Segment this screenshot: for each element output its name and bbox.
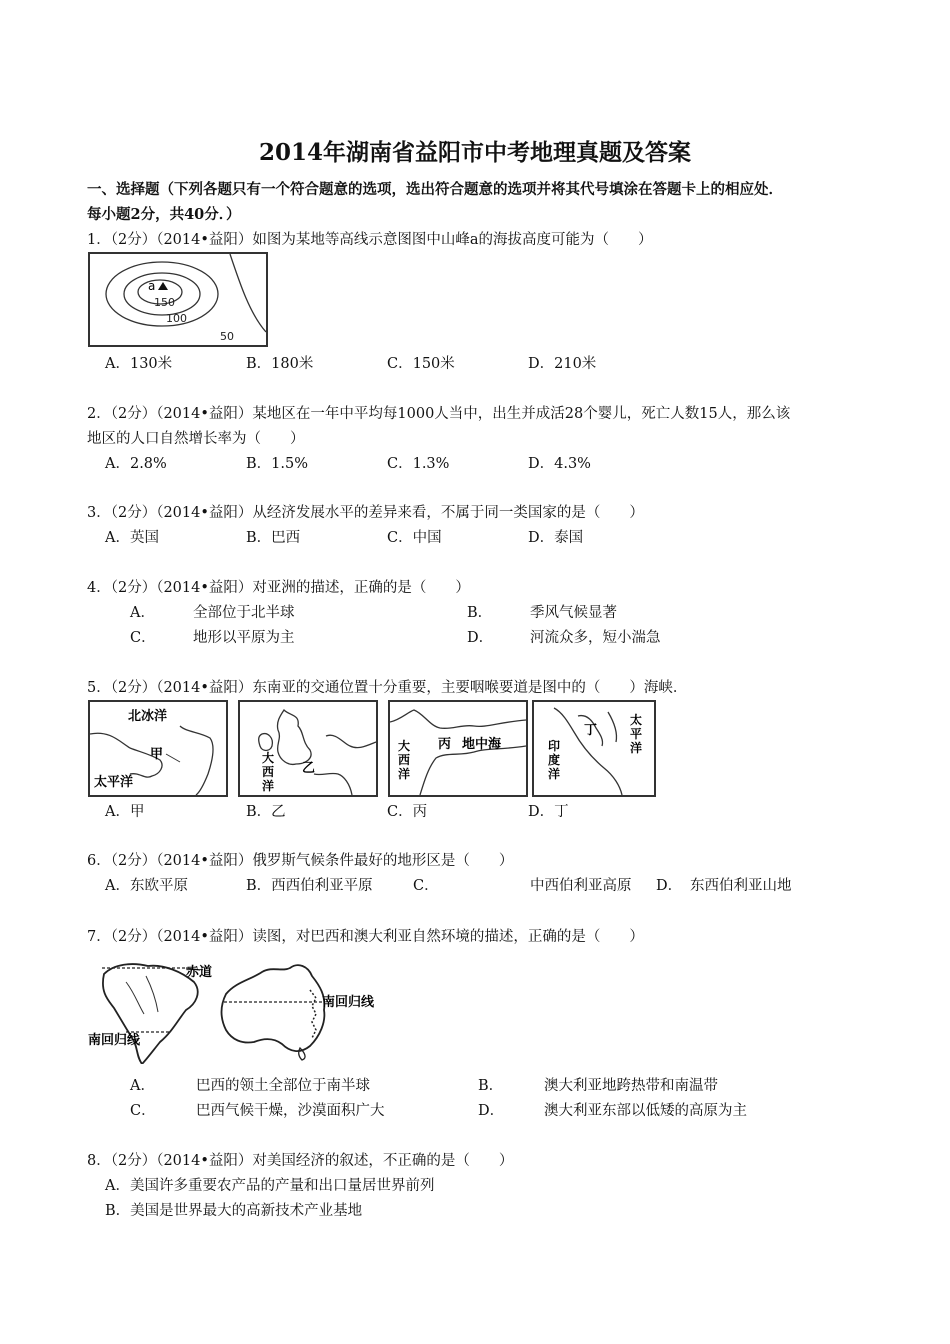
strait-map-1 — [88, 700, 228, 797]
q5-option-d: D．丁 — [528, 804, 569, 820]
map3-sea-label: 地中海 — [462, 737, 502, 752]
q3-option-b: B．巴西 — [246, 530, 301, 546]
q4-option-a-letter: A． — [130, 605, 155, 621]
map4-indian-char3: 洋 — [548, 767, 561, 781]
question-2-stem: 2．（2分）（2014•益阳）某地区在一年中平均每1000人当中，出生并成活28个婴儿，死亡人数15人，那么该 — [87, 406, 791, 422]
map4-indian-char1: 印 — [548, 739, 561, 753]
map3-ocean-char2: 西 — [398, 753, 411, 767]
contour-50-label: 50 — [220, 330, 234, 343]
q7-option-d-letter: D． — [478, 1103, 505, 1119]
q4-option-d-letter: D． — [467, 630, 494, 646]
map2-ocean-char2: 西 — [262, 765, 275, 779]
q4-option-c-text: 地形以平原为主 — [193, 630, 295, 646]
question-3-stem: 3．（2分）（2014•益阳）从经济发展水平的差异来看，不属于同一类国家的是（ ） — [87, 505, 644, 521]
question-1-stem: 1．（2分）（2014•益阳）如图为某地等高线示意图图中山峰a的海拔高度可能为（ ） — [87, 232, 653, 248]
equator-label: 赤道 — [186, 965, 213, 980]
q3-option-a: A．英国 — [105, 530, 159, 546]
peak-label: a — [148, 279, 156, 293]
q1-option-b: B．180米 — [246, 356, 314, 372]
map3-ocean-char1: 大 — [398, 739, 411, 753]
map2-ocean-char1: 大 — [262, 751, 275, 765]
q6-option-a: A．东欧平原 — [105, 878, 188, 894]
section-heading-cont: 每小题2分，共40分．） — [87, 206, 241, 223]
q1-option-c: C．150米 — [387, 356, 455, 372]
q2-option-a: A．2.8% — [105, 456, 167, 472]
contour-map-figure — [88, 252, 268, 347]
map4-mark-label: 丁 — [584, 723, 598, 738]
map1-pacific-label: 太平洋 — [94, 775, 134, 790]
q1-option-d: D．210米 — [528, 356, 597, 372]
question-4-stem: 4．（2分）（2014•益阳）对亚洲的描述，正确的是（ ） — [87, 580, 470, 596]
map3-ocean-char3: 洋 — [398, 767, 411, 781]
peak-triangle-icon — [158, 282, 168, 290]
contour-100-label: 100 — [166, 312, 187, 325]
strait-map-4 — [532, 700, 656, 797]
map1-arctic-label: 北冰洋 — [128, 709, 168, 724]
q3-option-c: C．中国 — [387, 530, 442, 546]
q6-option-c-text: 中西伯利亚高原 — [530, 878, 632, 894]
q4-option-b-letter: B． — [467, 605, 493, 621]
q7-option-c-letter: C． — [130, 1103, 156, 1119]
q7-option-d-text: 澳大利亚东部以低矮的高原为主 — [544, 1103, 747, 1119]
strait-map-2 — [238, 700, 378, 797]
strait-map-3 — [388, 700, 528, 797]
question-7-stem: 7．（2分）（2014•益阳）读图，对巴西和澳大利亚自然环境的描述，正确的是（ ） — [87, 929, 644, 945]
q6-option-d-text: 东西伯利亚山地 — [690, 878, 792, 894]
q8-option-a: A．美国许多重要农产品的产量和出口量居世界前列 — [105, 1178, 435, 1194]
q7-option-a-letter: A． — [130, 1078, 155, 1094]
q2-option-b: B．1.5% — [246, 456, 308, 472]
q5-option-c: C．丙 — [387, 804, 428, 820]
q7-option-b-text: 澳大利亚地跨热带和南温带 — [544, 1078, 718, 1094]
map4-pacific-char3: 洋 — [630, 741, 643, 755]
q2-option-d: D．4.3% — [528, 456, 591, 472]
q4-option-a-text: 全部位于北半球 — [193, 605, 295, 621]
question-6-stem: 6．（2分）（2014•益阳）俄罗斯气候条件最好的地形区是（ ） — [87, 853, 514, 869]
q7-option-c-text: 巴西气候干燥，沙漠面积广大 — [196, 1103, 385, 1119]
tropic-label-right: 南回归线 — [322, 995, 375, 1010]
map3-mark-label: 丙 — [438, 737, 452, 752]
map4-pacific-char2: 平 — [630, 727, 643, 741]
question-5-stem: 5．（2分）（2014•益阳）东南亚的交通位置十分重要，主要咽喉要道是图中的（ ）海峡． — [87, 680, 688, 696]
question-8-stem: 8．（2分）（2014•益阳）对美国经济的叙述，不正确的是（ ） — [87, 1153, 514, 1169]
brazil-australia-figure — [86, 952, 406, 1064]
q6-option-d-letter: D． — [656, 878, 683, 894]
tropic-label-left: 南回归线 — [88, 1033, 141, 1048]
q7-option-a-text: 巴西的领土全部位于南半球 — [196, 1078, 370, 1094]
q4-option-d-text: 河流众多，短小湍急 — [530, 630, 661, 646]
q1-option-a: A．130米 — [105, 356, 173, 372]
map2-ocean-char3: 洋 — [262, 779, 275, 793]
section-heading: 一、选择题（下列各题只有一个符合题意的选项，选出符合题意的选项并将其代号填涂在答题卡上的相应处． — [87, 181, 783, 198]
q6-option-b: B．西西伯利亚平原 — [246, 878, 373, 894]
map1-mark-label: 甲 — [150, 747, 164, 762]
q8-option-b: B．美国是世界最大的高新技术产业基地 — [105, 1203, 363, 1219]
map4-pacific-char1: 太 — [630, 713, 643, 727]
q2-option-c: C．1.3% — [387, 456, 450, 472]
q6-option-c-letter: C． — [413, 878, 439, 894]
contour-150-label: 150 — [154, 296, 175, 309]
q3-option-d: D．泰国 — [528, 530, 584, 546]
contour-map — [90, 254, 266, 345]
question-2-stem-cont: 地区的人口自然增长率为（ ） — [87, 431, 305, 447]
map2-mark-label: 乙 — [302, 761, 316, 776]
q4-option-c-letter: C． — [130, 630, 156, 646]
q5-option-a: A．甲 — [105, 804, 145, 820]
page-title: 2014年湖南省益阳市中考地理真题及答案 — [258, 139, 691, 166]
map4-indian-char2: 度 — [548, 753, 561, 767]
q7-option-b-letter: B． — [478, 1078, 504, 1094]
q5-option-b: B．乙 — [246, 804, 286, 820]
q4-option-b-text: 季风气候显著 — [530, 605, 617, 621]
